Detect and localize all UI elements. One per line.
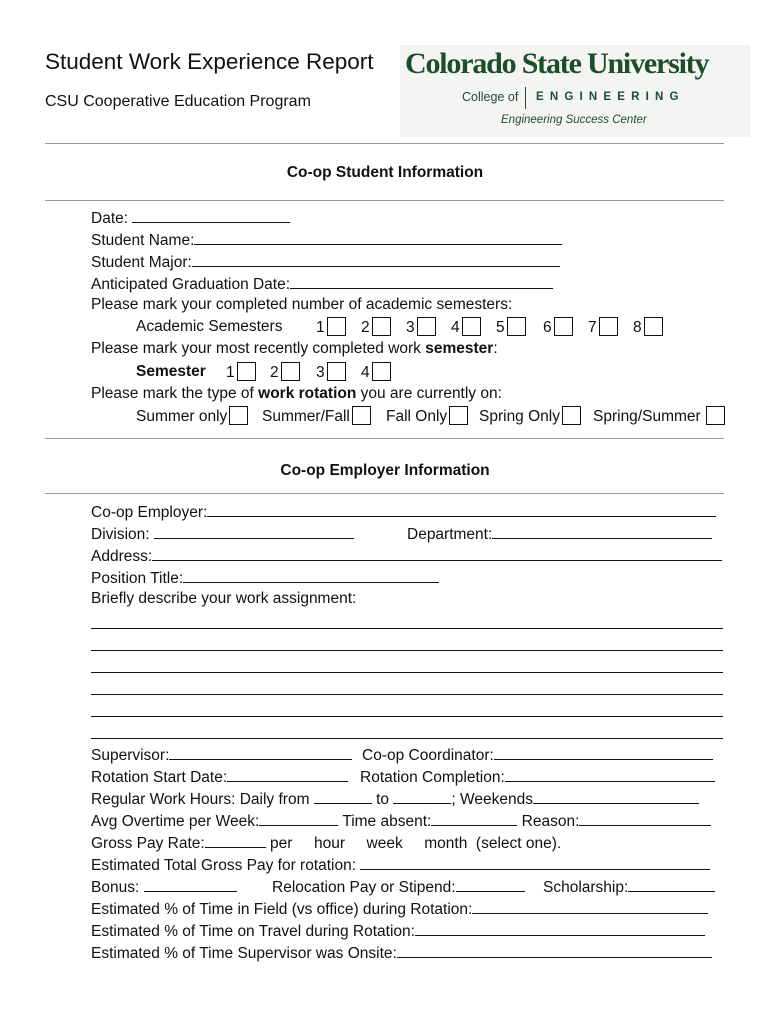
position-row: Position Title: xyxy=(91,567,439,589)
rotation-checkbox[interactable] xyxy=(352,406,371,425)
academic-checkbox[interactable] xyxy=(644,317,663,336)
logo-college-prefix: College of xyxy=(462,90,519,104)
semesters-prompt: Please mark your completed number of academic semesters: xyxy=(91,296,513,313)
start-date-field[interactable] xyxy=(227,766,348,782)
date-row xyxy=(91,207,290,229)
address-row: Address: xyxy=(91,545,722,567)
description-line[interactable] xyxy=(91,738,723,739)
relocation-field[interactable] xyxy=(456,876,525,892)
travel-time-field[interactable] xyxy=(415,920,705,936)
address-field[interactable] xyxy=(152,545,722,561)
rotation-option-fall-only: Fall Only xyxy=(386,406,468,427)
scholarship-row: Scholarship: xyxy=(543,876,715,898)
semester-checkbox[interactable] xyxy=(281,362,300,381)
completion-field[interactable] xyxy=(505,766,715,782)
employer-field[interactable] xyxy=(207,501,716,517)
academic-option: 7 xyxy=(588,317,618,338)
rotation-checkbox[interactable] xyxy=(229,406,248,425)
csu-logo xyxy=(400,45,750,137)
description-line[interactable] xyxy=(91,716,723,717)
semester-option: 2 xyxy=(270,362,300,383)
academic-checkbox[interactable] xyxy=(554,317,573,336)
position-field[interactable] xyxy=(183,567,439,583)
reason-field[interactable] xyxy=(579,810,711,826)
page-subtitle: CSU Cooperative Education Program xyxy=(45,93,311,110)
academic-semesters-label: Academic Semesters xyxy=(136,318,283,335)
description-line[interactable] xyxy=(91,672,723,673)
rotation-checkbox[interactable] xyxy=(706,406,725,425)
student-major-label: Student Major: xyxy=(91,254,192,271)
relocation-row: Relocation Pay or Stipend: xyxy=(272,876,525,898)
student-name-label: Student Name: xyxy=(91,232,195,249)
page-title: Student Work Experience Report xyxy=(45,49,374,74)
divider xyxy=(45,143,724,144)
division-row: Division: xyxy=(91,523,354,545)
logo-center-name: Engineering Success Center xyxy=(501,114,647,126)
bonus-field[interactable] xyxy=(144,876,237,892)
recent-semester-prompt: Please mark your most recently completed work semester: xyxy=(91,340,498,357)
academic-checkbox[interactable] xyxy=(372,317,391,336)
academic-option: 6 xyxy=(543,317,573,338)
employer-row: Co-op Employer: xyxy=(91,501,716,523)
rotation-prompt: Please mark the type of work rotation you are currently on: xyxy=(91,385,502,402)
date-field[interactable] xyxy=(132,207,290,223)
onsite-time-row: Estimated % of Time Supervisor was Onsite: xyxy=(91,942,712,964)
academic-checkbox[interactable] xyxy=(507,317,526,336)
division-field[interactable] xyxy=(154,523,354,539)
field-time-field[interactable] xyxy=(472,898,708,914)
bonus-row: Bonus: xyxy=(91,876,237,898)
total-pay-row: Estimated Total Gross Pay for rotation: xyxy=(91,854,710,876)
rotation-option-spring-only: Spring Only xyxy=(479,406,581,427)
semester-option: 1 xyxy=(226,362,256,383)
logo-college-name: E N G I N E E R I N G xyxy=(536,91,680,103)
department-row: Department: xyxy=(407,523,712,545)
student-section-heading: Co-op Student Information xyxy=(286,164,484,181)
gross-pay-field[interactable] xyxy=(205,832,266,848)
graduation-label: Anticipated Graduation Date: xyxy=(91,276,291,293)
logo-divider xyxy=(525,87,526,109)
academic-checkbox[interactable] xyxy=(417,317,436,336)
coordinator-field[interactable] xyxy=(494,744,713,760)
semester-checkbox[interactable] xyxy=(237,362,256,381)
graduation-field[interactable] xyxy=(290,273,553,289)
overtime-field[interactable] xyxy=(259,810,338,826)
scholarship-field[interactable] xyxy=(628,876,715,892)
academic-option: 5 xyxy=(496,317,526,338)
semester-option: 4 xyxy=(361,362,391,383)
travel-time-row: Estimated % of Time on Travel during Rotation: xyxy=(91,920,705,942)
gross-pay-row: Gross Pay Rate: per hour week month (select one). xyxy=(91,832,561,854)
student-name-row xyxy=(91,229,562,251)
rotation-checkbox[interactable] xyxy=(562,406,581,425)
divider xyxy=(45,438,724,439)
academic-checkbox[interactable] xyxy=(599,317,618,336)
semester-checkbox[interactable] xyxy=(327,362,346,381)
academic-option: 4 xyxy=(451,317,481,338)
date-label: Date: xyxy=(91,210,129,227)
rotation-option-summer-fall: Summer/Fall xyxy=(262,406,371,427)
semester-option: 3 xyxy=(316,362,346,383)
field-time-row: Estimated % of Time in Field (vs office) during Rotation: xyxy=(91,898,708,920)
academic-option: 8 xyxy=(633,317,663,338)
academic-option: 1 xyxy=(316,317,346,338)
semester-label: Semester xyxy=(136,363,206,380)
supervisor-row: Supervisor: xyxy=(91,744,352,766)
employer-section-heading: Co-op Employer Information xyxy=(280,462,490,479)
semester-checkbox[interactable] xyxy=(372,362,391,381)
completion-row: Rotation Completion: xyxy=(360,766,715,788)
academic-checkbox[interactable] xyxy=(327,317,346,336)
divider xyxy=(45,200,724,201)
hours-from-field[interactable] xyxy=(314,788,372,804)
describe-prompt: Briefly describe your work assignment: xyxy=(91,590,357,607)
supervisor-field[interactable] xyxy=(169,744,352,760)
divider xyxy=(45,493,724,494)
pay-unit-options[interactable]: per hour week month (select one). xyxy=(270,835,562,852)
hours-to-field[interactable] xyxy=(393,788,451,804)
time-absent-field[interactable] xyxy=(431,810,517,826)
academic-option: 2 xyxy=(361,317,391,338)
description-line[interactable] xyxy=(91,650,723,651)
description-line[interactable] xyxy=(91,628,723,629)
rotation-option-spring-summer: Spring/Summer xyxy=(593,406,725,427)
rotation-option-summer-only: Summer only xyxy=(136,406,248,427)
hours-row: Regular Work Hours: Daily from to ; Weekends xyxy=(91,788,699,810)
overtime-row: Avg Overtime per Week: Time absent: Reason: xyxy=(91,810,711,832)
department-field[interactable] xyxy=(492,523,712,539)
academic-option: 3 xyxy=(406,317,436,338)
total-pay-field[interactable] xyxy=(360,854,710,870)
student-major-row xyxy=(91,251,560,273)
weekends-field[interactable] xyxy=(533,788,699,804)
start-date-row: Rotation Start Date: xyxy=(91,766,348,788)
academic-checkbox[interactable] xyxy=(462,317,481,336)
coordinator-row: Co-op Coordinator: xyxy=(362,744,713,766)
logo-university-name: Colorado State University xyxy=(405,47,709,80)
student-major-field[interactable] xyxy=(192,251,560,267)
rotation-checkbox[interactable] xyxy=(449,406,468,425)
graduation-row xyxy=(91,273,553,295)
description-line[interactable] xyxy=(91,694,723,695)
onsite-time-field[interactable] xyxy=(397,942,712,958)
student-name-field[interactable] xyxy=(194,229,562,245)
